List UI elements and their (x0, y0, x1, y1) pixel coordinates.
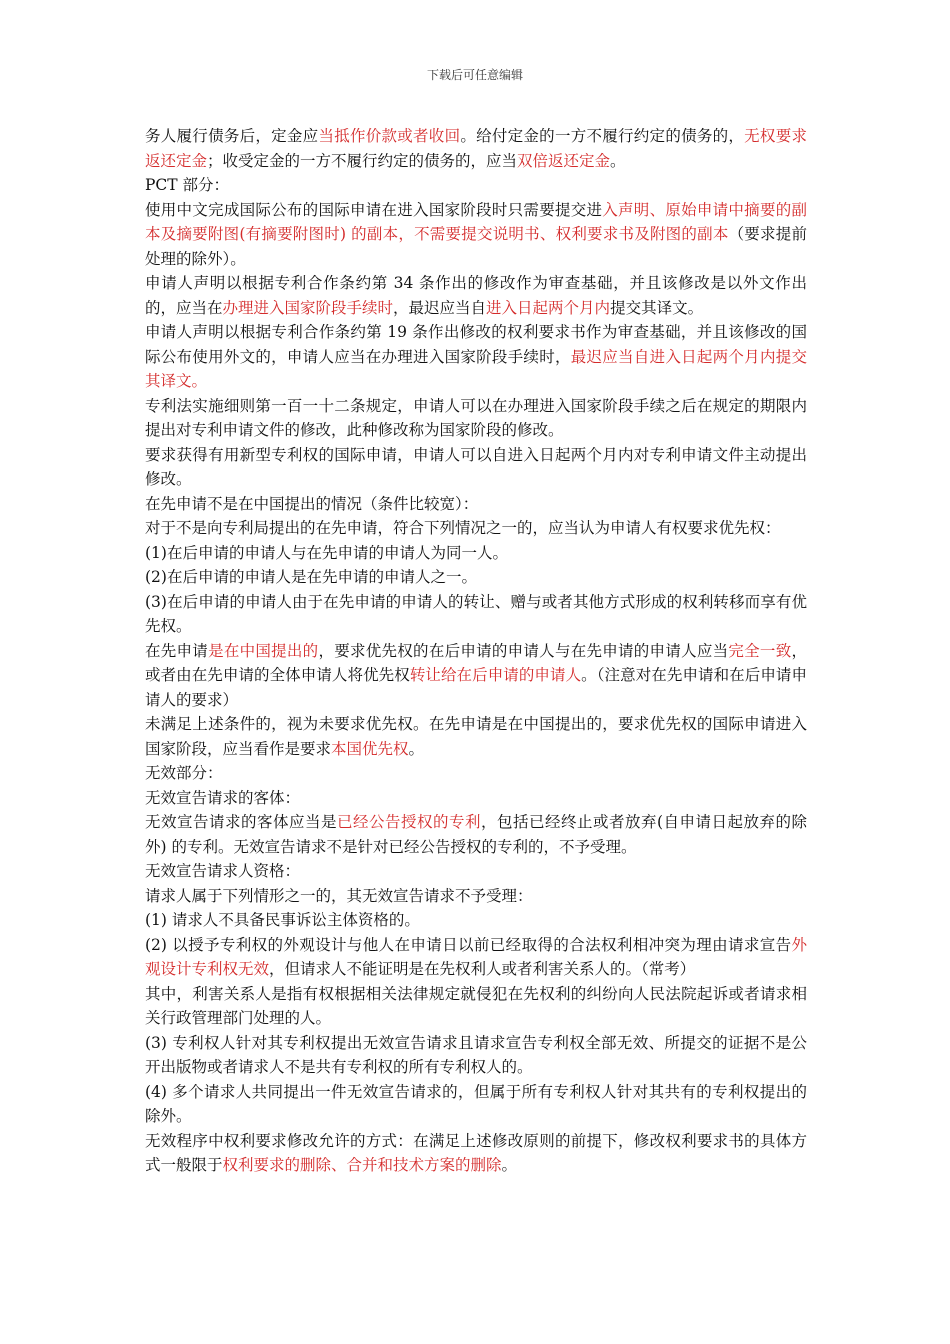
highlighted-text: 最迟应当自进入日起两个月内提交其译文。 (145, 347, 807, 390)
text-run: 要求获得有用新型专利权的国际申请，申请人可以自进入日起两个月内对专利申请文件主动提出修改。 (145, 445, 807, 488)
paragraph (145, 884, 807, 909)
text-run: 在先申请不是在中国提出的情况（条件比较宽）： (145, 494, 479, 513)
paragraph (145, 761, 807, 786)
text-run: ，包括已经终止或者放弃(自申请日起放弃的除外) 的专利。无效宣告请求不是针对已经公告授权的专利的，不予受理。 (145, 813, 807, 856)
highlighted-text: 办理进入国家阶段手续时 (222, 298, 394, 317)
highlighted-text: 外观设计专利权无效 (145, 935, 807, 978)
text-run: (1) 请求人不具备民事诉讼主体资格的。 (145, 911, 420, 929)
paragraph (145, 320, 807, 394)
text-run: 专利法实施细则第一百一十二条规定，申请人可以在办理进入国家阶段手续之后在规定的期限内提出对专利申请文件的修改，此种修改称为国家阶段的修改。 (145, 396, 807, 439)
paragraph (145, 1080, 807, 1129)
highlighted-text: 转让给在后申请的申请人 (409, 666, 582, 684)
highlighted-text: 是在中国提出的 (208, 641, 319, 660)
text-run: （要求提前处理的除外）。 (145, 225, 807, 268)
paragraph (145, 1031, 807, 1080)
paragraph (145, 516, 807, 541)
text-run: 对于不是向专利局提出的在先申请，符合下列情况之一的，应当认为申请人有权要求优先权： (145, 519, 781, 537)
text-run: (3)在后申请的申请人由于在先申请的申请人的转让、赠与或者其他方式形成的权利转移而享有优先权。 (145, 592, 807, 635)
paragraph (145, 786, 807, 811)
text-run: 在先申请 (145, 641, 209, 660)
text-run: 务人履行债务后，定金应 (145, 127, 319, 145)
text-run: 其中，利害关系人是指有权根据相关法律规定就侵犯在先权利的纠纷向人民法院起诉或者请求相关行政管理部门处理的人。 (145, 984, 807, 1027)
text-run: 无效部分： (145, 764, 223, 782)
text-run: 。 (408, 739, 425, 758)
text-run: 申请人声明以根据专利合作条约第 19 条作出修改的权利要求书作为审查基础，并且该修改的国际公布使用外文的，申请人应当在办理进入国家阶段手续时， (145, 323, 807, 366)
paragraph (145, 173, 807, 198)
paragraph (145, 908, 807, 933)
text-run: ，要求优先权的在后申请的申请人与在先申请的申请人应当 (318, 641, 729, 660)
text-run: (1)在后申请的申请人与在先申请的申请人为同一人。 (145, 543, 508, 562)
text-run: 无效宣告请求人资格： (145, 862, 301, 880)
text-run: (2)在后申请的申请人是在先申请的申请人之一。 (145, 568, 477, 586)
document-body (145, 124, 807, 1178)
highlighted-text: 本国优先权 (331, 739, 409, 758)
text-run: 未满足上述条件的，视为未要求优先权。在先申请是在中国提出的，要求优先权的国际申请进入国家阶段，应当看作是要求 (145, 715, 807, 758)
paragraph (145, 712, 807, 761)
highlighted-text: 入声明、原始申请中摘要的副本及摘要附图(有摘要附图时) 的副本，不需要提交说明书、权利要求书及附图的副本 (145, 200, 807, 243)
highlighted-text: 完全一致 (728, 641, 792, 660)
paragraph (145, 933, 807, 982)
text-run: 提交其译文。 (610, 298, 704, 317)
paragraph (145, 271, 807, 320)
paragraph (145, 541, 807, 566)
highlighted-text: 双倍返还定金 (517, 151, 611, 170)
paragraph (145, 590, 807, 639)
paragraph (145, 492, 807, 517)
text-run: ；收受定金的一方不履行约定的债务的，应当 (207, 151, 518, 170)
text-run: ，或者由在先申请的全体申请人将优先权 (145, 641, 807, 684)
text-run: PCT 部分： (145, 176, 230, 194)
text-run: (2) 以授予专利权的外观设计与他人在申请日以前已经取得的合法权利相冲突为理由请求宣告 (145, 935, 792, 954)
text-run: ，最迟应当自 (393, 298, 487, 317)
text-run: 。 (610, 151, 626, 170)
text-run: (4) 多个请求人共同提出一件无效宣告请求的，但属于所有专利权人针对其共有的专利权提出的除外。 (145, 1082, 807, 1125)
highlighted-text: 进入日起两个月内 (486, 298, 611, 317)
paragraph (145, 394, 807, 443)
text-run: 。（注意对在先申请和在后申请申请人的要求） (145, 666, 807, 709)
highlighted-text: 当抵作价款或者收回 (318, 127, 461, 145)
text-run: 无效程序中权利要求修改允许的方式：在满足上述修改原则的前提下，修改权利要求书的具体方式一般限于 (145, 1131, 807, 1174)
text-run: 申请人声明以根据专利合作条约第 34 条作出的修改作为审查基础，并且该修改是以外文作出的，应当在 (145, 274, 807, 317)
paragraph (145, 810, 807, 859)
paragraph (145, 859, 807, 884)
paragraph (145, 639, 807, 713)
paragraph (145, 198, 807, 272)
text-run: 无效宣告请求的客体应当是 (145, 813, 337, 831)
text-run: ，但请求人不能证明是在先权利人或者利害关系人的。（常考） (269, 960, 696, 978)
paragraph (145, 443, 807, 492)
text-run: 使用中文完成国际公布的国际申请在进入国家阶段时只需要提交进 (145, 200, 603, 219)
paragraph (145, 982, 807, 1031)
paragraph (145, 1129, 807, 1178)
highlighted-text: 无权要求返还定金 (145, 127, 807, 170)
text-run: 。给付定金的一方不履行约定的债务的， (460, 127, 745, 145)
text-run: 无效宣告请求的客体： (145, 788, 301, 807)
text-run: 请求人属于下列情形之一的，其无效宣告请求不予受理： (145, 886, 533, 905)
paragraph (145, 565, 807, 590)
paragraph (145, 124, 807, 173)
text-run: 。 (501, 1156, 518, 1174)
highlighted-text: 权利要求的删除、合并和技术方案的删除 (222, 1156, 502, 1174)
page-header: 下载后可任意编辑 (426, 68, 523, 82)
text-run: (3) 专利权人针对其专利权提出无效宣告请求且请求宣告专利权全部无效、所提交的证据不是公开出版物或者请求人不是共有专利权的所有专利权人的。 (145, 1033, 807, 1076)
highlighted-text: 已经公告授权的专利 (336, 813, 481, 831)
